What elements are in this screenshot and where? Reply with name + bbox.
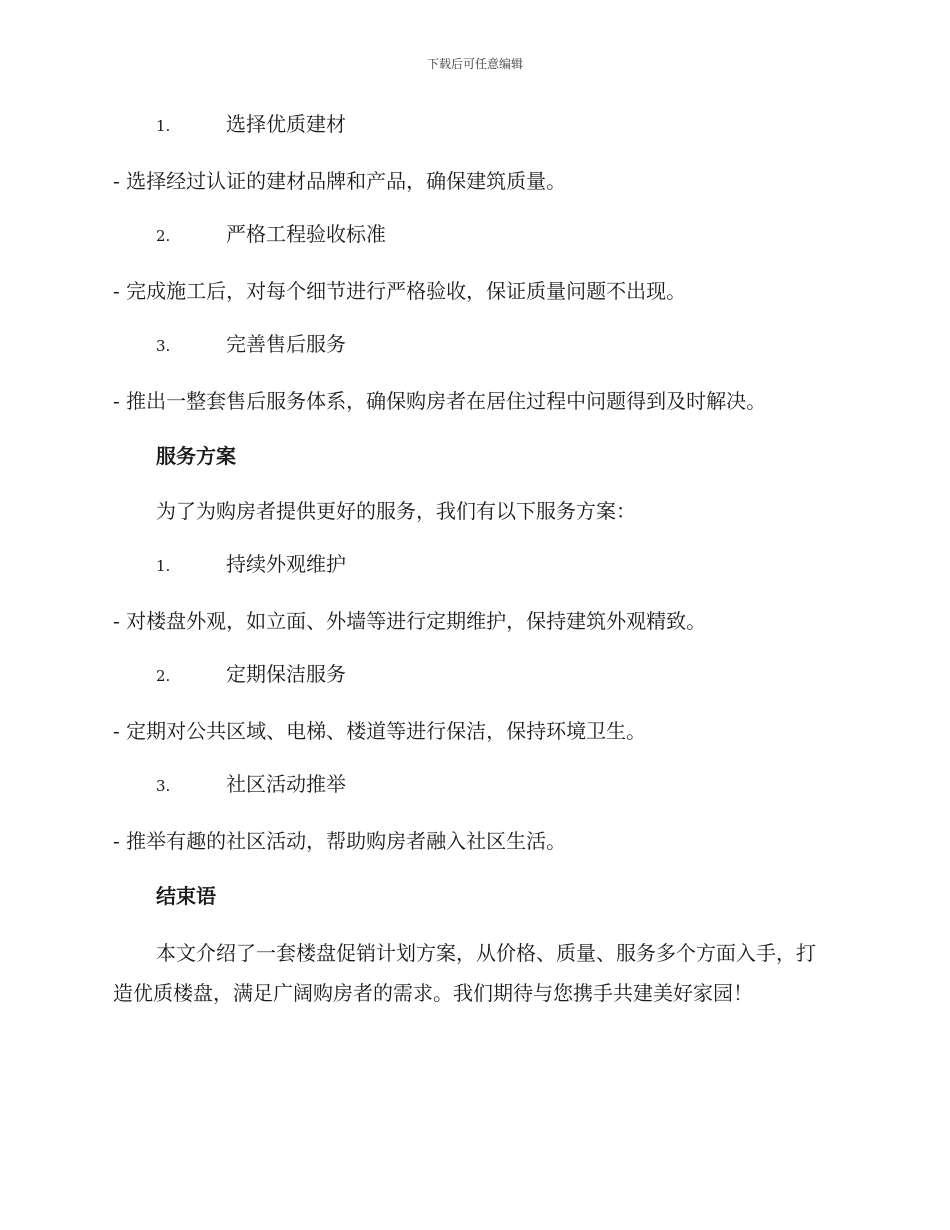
- item-label: 持续外观维护: [226, 552, 346, 576]
- item-description: - 对楼盘外观，如立面、外墙等进行定期维护，保持建筑外观精致。: [113, 609, 707, 633]
- item-number: 1.: [156, 117, 171, 135]
- item-label: 完善售后服务: [226, 332, 346, 356]
- item-label: 定期保洁服务: [226, 662, 346, 686]
- item-number: 2.: [156, 667, 171, 685]
- item-label: 选择优质建材: [226, 112, 346, 136]
- list-item: [113, 548, 833, 584]
- section-heading-service: 服务方案: [156, 444, 236, 468]
- item-number: 1.: [156, 557, 171, 575]
- item-description: - 定期对公共区域、电梯、楼道等进行保洁，保持环境卫生。: [113, 719, 647, 743]
- document-body: [113, 108, 833, 1032]
- section-heading-conclusion: 结束语: [156, 884, 216, 908]
- item-label: 严格工程验收标准: [226, 222, 386, 246]
- item-description: - 完成施工后，对每个细节进行严格验收，保证质量问题不出现。: [113, 279, 687, 303]
- list-item: [113, 768, 833, 804]
- list-item: [113, 658, 833, 694]
- page-header-note: 下载后可任意编辑: [426, 57, 523, 71]
- list-item: [113, 328, 833, 364]
- item-number: 3.: [156, 337, 171, 355]
- item-number: 2.: [156, 227, 171, 245]
- item-description: - 推出一整套售后服务体系，确保购房者在居住过程中问题得到及时解决。: [113, 389, 767, 413]
- conclusion-body: 本文介绍了一套楼盘促销计划方案，从价格、质量、服务多个方面入手，打造优质楼盘，满足广阔购房者的需求。我们期待与您携手共建美好家园！: [113, 941, 816, 1005]
- list-item: [113, 218, 833, 254]
- item-number: 3.: [156, 777, 171, 795]
- item-description: - 选择经过认证的建材品牌和产品，确保建筑质量。: [113, 169, 567, 193]
- list-item: [113, 108, 833, 144]
- item-description: - 推举有趣的社区活动，帮助购房者融入社区生活。: [113, 829, 567, 853]
- service-intro: 为了为购房者提供更好的服务，我们有以下服务方案：: [156, 499, 636, 523]
- item-label: 社区活动推举: [226, 772, 346, 796]
